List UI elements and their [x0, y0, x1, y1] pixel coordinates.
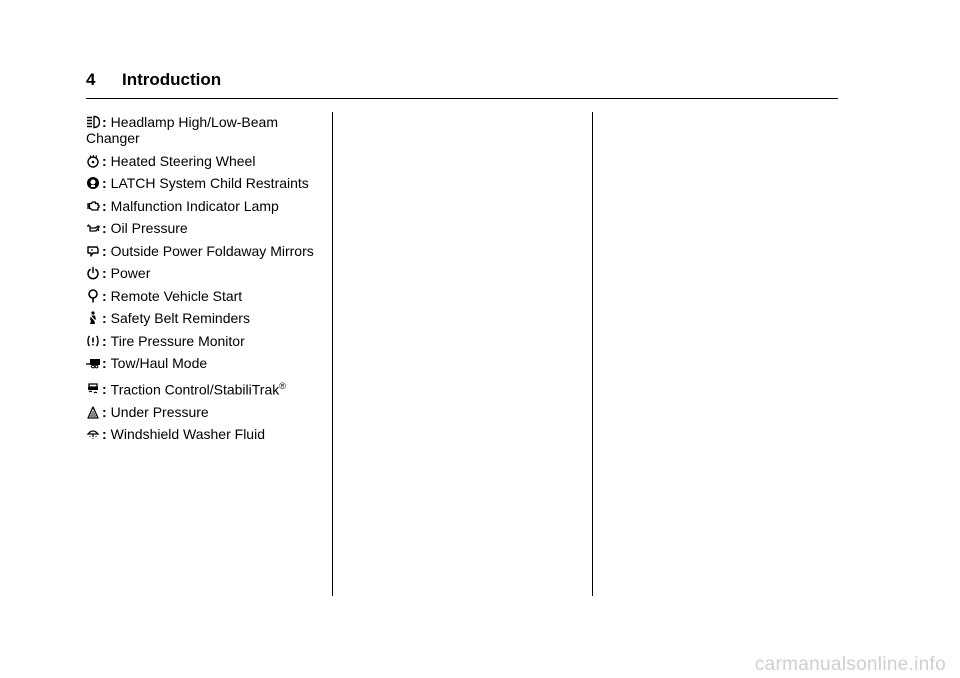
- registered-mark: ®: [279, 380, 286, 391]
- heated-steering-wheel-icon: [86, 154, 100, 168]
- list-item: : Windshield Washer Fluid: [86, 426, 326, 442]
- entry-label: Oil Pressure: [110, 220, 188, 236]
- entry-label: Power: [110, 265, 151, 281]
- traction-control-icon: [86, 382, 100, 396]
- list-item: : Malfunction Indicator Lamp: [86, 198, 326, 214]
- list-item: : Tire Pressure Monitor: [86, 333, 326, 349]
- list-item: : Remote Vehicle Start: [86, 288, 326, 304]
- entry-label: Safety Belt Reminders: [110, 310, 250, 326]
- header-rule: [86, 98, 838, 99]
- page-header: [86, 70, 221, 90]
- tow-haul-icon: [86, 356, 100, 370]
- mirror-fold-icon: [86, 244, 100, 258]
- page-number: 4: [86, 70, 96, 89]
- entry-label: Headlamp High/Low-Beam Changer: [86, 114, 278, 146]
- engine-icon: [86, 199, 100, 213]
- list-item: : Traction Control/StabiliTrak®: [86, 378, 326, 398]
- list-item: : Tow/Haul Mode: [86, 355, 326, 371]
- tire-pressure-icon: [86, 334, 100, 348]
- key-fob-icon: [86, 289, 100, 303]
- entry-label: Malfunction Indicator Lamp: [110, 197, 279, 214]
- entry-label: LATCH System Child Restraints: [110, 175, 309, 191]
- entry-label: Tow/Haul Mode: [110, 355, 208, 371]
- column-divider-2: [592, 112, 593, 596]
- seatbelt-icon: [86, 311, 100, 325]
- watermark: carmanualsonline.info: [754, 654, 946, 675]
- symbol-list: [86, 114, 326, 449]
- under-pressure-icon: [86, 405, 100, 419]
- list-item: : LATCH System Child Restraints: [86, 175, 326, 191]
- entry-label: Remote Vehicle Start: [110, 287, 243, 304]
- latch-child-seat-icon: [86, 176, 100, 190]
- list-item: : Headlamp High/Low-Beam Changer: [86, 114, 278, 146]
- washer-fluid-icon: [86, 427, 100, 441]
- list-item: : Safety Belt Reminders: [86, 310, 326, 326]
- headlamp-beam-icon: [86, 115, 100, 129]
- oil-can-icon: [86, 221, 100, 235]
- entry-label: Under Pressure: [110, 403, 209, 420]
- power-icon: [86, 266, 100, 280]
- list-item: : Oil Pressure: [86, 220, 326, 236]
- list-item: : Power: [86, 265, 326, 281]
- list-item: : Heated Steering Wheel: [86, 153, 326, 169]
- list-item: : Outside Power Foldaway Mirrors: [86, 243, 326, 259]
- entry-label: Heated Steering Wheel: [110, 152, 256, 169]
- column-divider-1: [332, 112, 333, 596]
- entry-label: Outside Power Foldaway Mirrors: [110, 242, 314, 259]
- section-title: Introduction: [122, 70, 222, 89]
- entry-label: Tire Pressure Monitor: [110, 332, 245, 349]
- entry-label: Windshield Washer Fluid: [110, 426, 265, 443]
- entry-label: Traction Control/StabiliTrak: [110, 381, 280, 398]
- list-item: : Under Pressure: [86, 404, 326, 420]
